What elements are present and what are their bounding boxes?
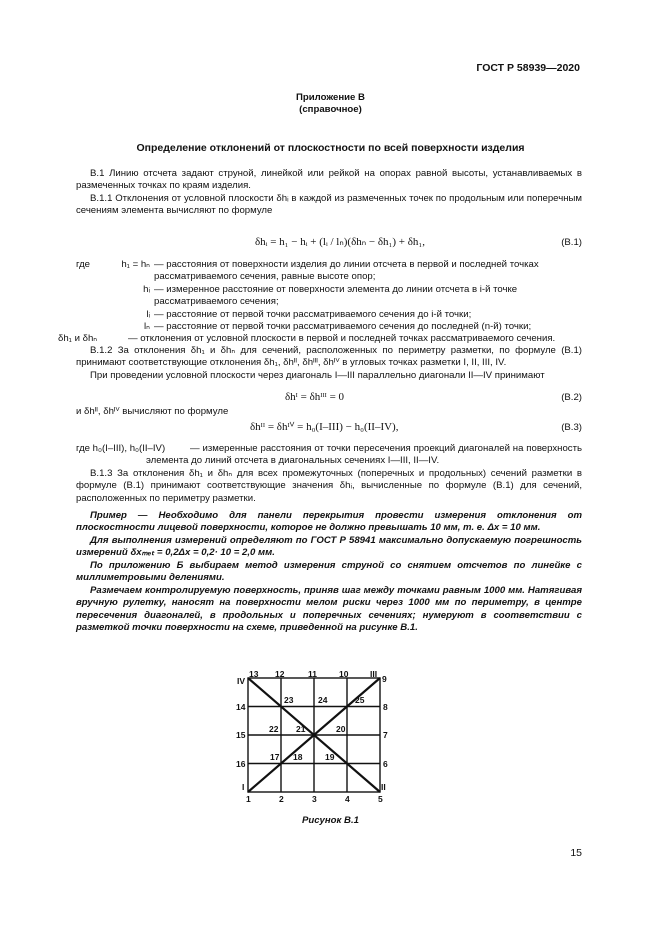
label-point-17: 17 xyxy=(270,752,280,762)
label-point-11: 11 xyxy=(308,670,317,679)
example-paragraph-4: Размечаем контролируемую поверхность, приняв шаг между точками равным 1000 мм. Натягивая вручную рулетку, наносят на поверхности мелом риски через 1000 мм по периметру, в центре пересечения диагоналей, в продольных и поперечных сечениях; нумеруют в соответствии с разметкой точки поверхности на схеме, приведенной на рисунке В.1. xyxy=(76,585,582,634)
where-desc-li: — расстояние от первой точки рассматриваемого сечения до i-й точки; xyxy=(154,309,472,320)
label-corner-II: II xyxy=(381,782,386,792)
label-point-15: 15 xyxy=(236,730,246,740)
label-point-5: 5 xyxy=(378,794,383,804)
standard-id: ГОСТ Р 58939—2020 xyxy=(476,62,580,74)
where2-symbols: где h₀(I–III), h₀(II–IV) xyxy=(76,443,166,454)
paragraph-b1-1: В.1.1 Отклонения от условной плоскости δhᵢ в каждой из размеченных точек по продольным или поперечным сечениям элемента вычисляют по формуле xyxy=(76,193,582,217)
where-desc-ln: — расстояние от первой точки рассматриваемого сечения до последней (n-й) точки; xyxy=(154,321,532,332)
label-point-20: 20 xyxy=(336,724,346,734)
where-lead: где xyxy=(76,259,91,270)
where-symbol-h1-hn: h₁ = hₙ xyxy=(121,259,150,270)
label-point-14: 14 xyxy=(236,702,246,712)
where-desc-dh1-dhn: — отклонения от условной плоскости в первой и последней точках рассматриваемого сечения. xyxy=(128,333,556,344)
example-paragraph-3: По приложению Б выбираем метод измерения струной со снятием отсчетов по линейке с миллиметровыми делениями. xyxy=(76,560,582,584)
appendix-title: Приложение В xyxy=(296,92,365,103)
formula-b1: δhᵢ = h₁ − hᵢ + (lᵢ / lₙ)(δhₙ − δh₁) + δh₁, xyxy=(255,236,425,248)
where2-description: — измеренные расстояния от точки пересечения проекций диагоналей на поверхность элемента до линий отсчета в диагональных сечениях I—III, II—IV. xyxy=(146,443,582,467)
formula-b3: δhᴵᴵ = δhᴵⱽ = h₀(I–III) − h₀(II–IV), xyxy=(250,421,399,433)
where-desc-hi: — измеренное расстояние от поверхности элемента до линии отсчета в i-й точке рассматриваемого сечения; xyxy=(154,284,518,308)
label-point-7: 7 xyxy=(383,730,388,740)
label-point-12: 12 xyxy=(275,670,285,679)
figure-caption: Рисунок В.1 xyxy=(302,815,359,826)
label-corner-I: I xyxy=(242,782,245,792)
paragraph-and: и δhᴵᴵ, δhᴵⱽ вычисляют по формуле xyxy=(76,406,229,417)
example-paragraph-2: Для выполнения измерений определяют по ГОСТ Р 58941 максимально допускаемую погрешность измерений δxₘₑₜ = 0,2Δx = 0,2· 10 = 2,0 мм. xyxy=(76,535,582,559)
label-point-24: 24 xyxy=(318,695,328,705)
label-point-1: 1 xyxy=(246,794,251,804)
label-point-8: 8 xyxy=(383,702,388,712)
label-point-23: 23 xyxy=(284,695,294,705)
label-point-21: 21 xyxy=(296,724,306,734)
paragraph-b1-2: В.1.2 За отклонения δh₁ и δhₙ для сечений, расположенных по периметру разметки, по формуле (В.1) принимают соответствующие отклонения δh₁, δhᴵᴵ, δhᴵᴵᴵ, δhᴵⱽ в угловых точках разметки I, II, III, IV. xyxy=(76,345,582,369)
label-corner-IV: IV xyxy=(237,676,246,686)
label-point-13: 13 xyxy=(249,670,259,679)
where-desc-h1-hn: — расстояния от поверхности изделия до линии отсчета в первой и последней точках рассматриваемого сечения, равные высоте опор; xyxy=(154,259,539,283)
where-symbol-dh1-dhn: δh₁ и δhₙ xyxy=(58,333,98,344)
where-symbol-ln: lₙ xyxy=(144,321,150,332)
label-point-2: 2 xyxy=(279,794,284,804)
paragraph-b1-3: В.1.3 За отклонения δh₁ и δhₙ для всех промежуточных (поперечных и продольных) сечений разметки в формуле (В.1) принимают соответствующие значения δhᵢ, вычисленные по формуле (В.1) для сечений, расположенных по периметру разметки. xyxy=(76,468,582,504)
label-point-10: 10 xyxy=(339,670,349,679)
page-number: 15 xyxy=(570,847,582,859)
where-symbol-hi: hᵢ xyxy=(143,284,150,295)
label-point-4: 4 xyxy=(345,794,350,804)
label-corner-III: III xyxy=(370,670,378,679)
paragraph-b1: В.1 Линию отсчета задают струной, линейкой или рейкой на опорах равной высоты, устанавливаемых в размеченных точках по краям изделия. xyxy=(76,168,582,192)
appendix-subtitle: (справочное) xyxy=(299,104,362,115)
label-point-9: 9 xyxy=(382,674,387,684)
label-point-25: 25 xyxy=(355,695,365,705)
label-point-18: 18 xyxy=(293,752,303,762)
section-title: Определение отклонений от плоскостности по всей поверхности изделия xyxy=(136,142,525,154)
label-point-16: 16 xyxy=(236,759,246,769)
example-paragraph-1: Пример — Необходимо для панели перекрытия провести измерения отклонения от плоскостности лицевой поверхности, которое не должно превышать 10 мм, т. е. Δx = 10 мм. xyxy=(76,510,582,534)
where-symbol-li: lᵢ xyxy=(146,309,150,320)
formula-b2: δhᴵ = δhᴵᴵᴵ = 0 xyxy=(285,391,345,403)
label-point-3: 3 xyxy=(312,794,317,804)
label-point-19: 19 xyxy=(325,752,335,762)
equation-number-b2: (В.2) xyxy=(561,392,582,403)
equation-number-b3: (В.3) xyxy=(561,422,582,433)
label-point-22: 22 xyxy=(269,724,279,734)
figure-b1-grid xyxy=(236,670,416,810)
equation-number-b1: (В.1) xyxy=(561,237,582,248)
paragraph-diagonal: При проведении условной плоскости через диагональ I—III параллельно диагонали II—IV принимают xyxy=(90,370,545,381)
label-point-6: 6 xyxy=(383,759,388,769)
